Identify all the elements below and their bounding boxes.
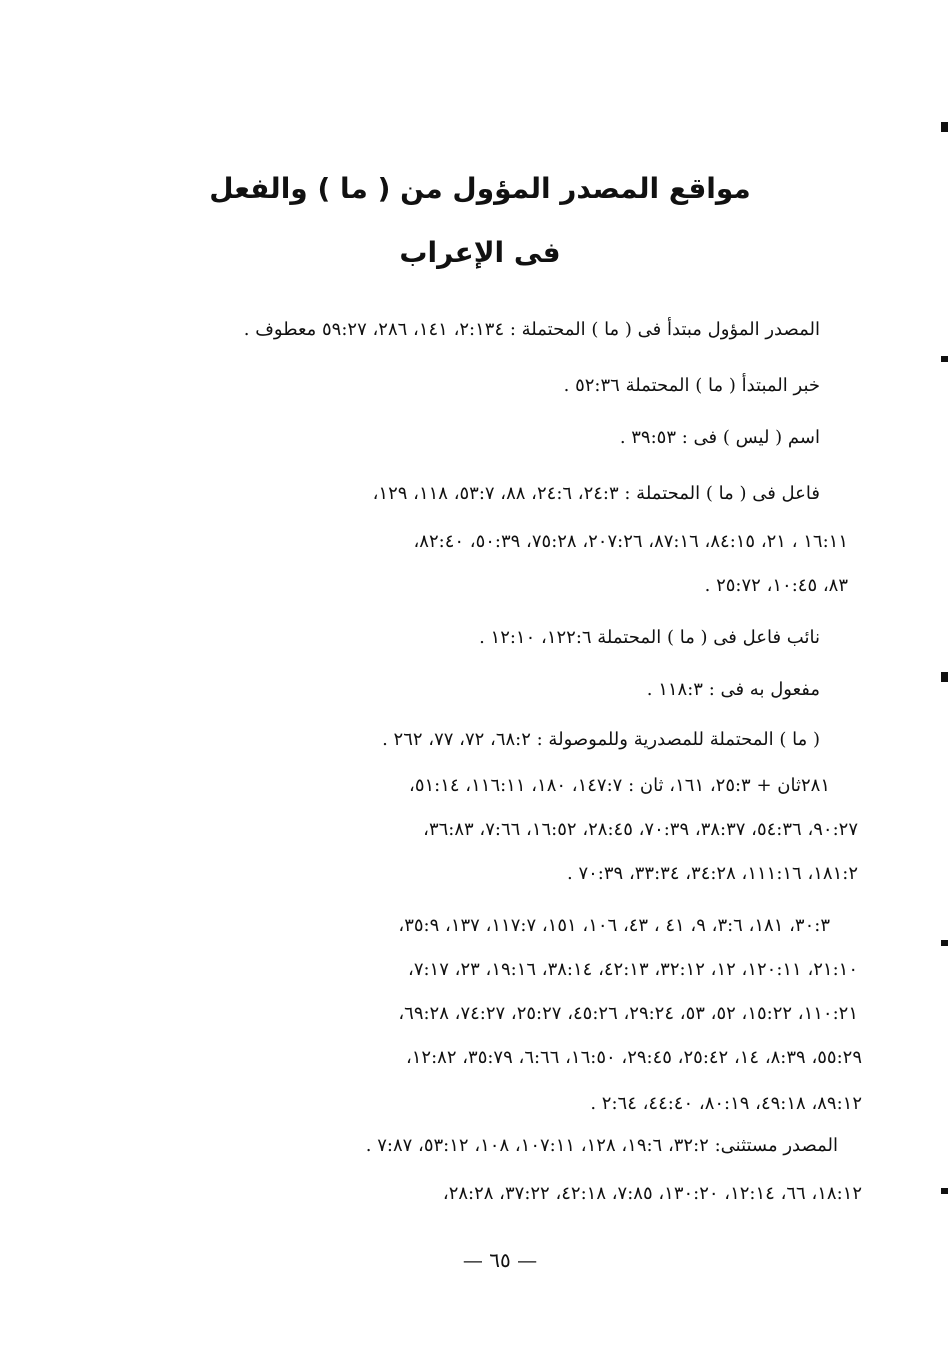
edge-mark: [941, 356, 948, 362]
text-line: ٨٣، ١٠:٤٥، ٢٥:٧٢ .: [704, 575, 848, 596]
text-line: فاعل فى ( ما ) المحتملة : ٢٤:٣، ٢٤:٦، ٨٨، ٥٣:٧، ١١٨، ١٢٩،: [372, 483, 820, 504]
edge-mark: [941, 940, 948, 946]
edge-mark: [941, 1188, 948, 1194]
page-title-line-2: فى الإعراب: [399, 236, 561, 269]
text-line: ٣٠:٣، ١٨١، ٣:٦، ٩، ٤١ ، ٤٣، ١٠٦، ١٥١، ١١٧:٧، ١٣٧، ٣٥:٩،: [398, 915, 830, 936]
text-line: ١٦:١١ ، ٢١، ٨٤:١٥، ٨٧:١٦، ٢٠٧:٢٦، ٧٥:٢٨، ٥٠:٣٩، ٨٢:٤٠،: [413, 531, 848, 552]
text-line: اسم ( ليس ) فى : ٣٩:٥٣ .: [619, 427, 820, 448]
text-line: ١١٠:٢١، ١٥:٢٢، ٥٢، ٥٣، ٢٩:٢٤، ٤٥:٢٦، ٢٥:٢٧، ٧٤:٢٧، ٦٩:٢٨،: [398, 1003, 858, 1024]
text-line: المصدر مستثنى: ٣٢:٢، ١٩:٦، ١٢٨، ١٠٧:١١، ١٠٨، ٥٣:١٢، ٧:٨٧ .: [365, 1135, 838, 1156]
edge-mark: [941, 122, 948, 132]
text-line: ٩٠:٢٧، ٥٤:٣٦، ٣٨:٣٧، ٧٠:٣٩، ٢٨:٤٥، ١٦:٥٢، ٧:٦٦، ٣٦:٨٣،: [423, 819, 858, 840]
page-title-line-1: مواقع المصدر المؤول من ( ما ) والفعل: [209, 172, 751, 205]
text-line: نائب فاعل فى ( ما ) المحتملة ١٢٢:٦، ١٢:١٠ .: [479, 627, 820, 648]
text-line: ( ما ) المحتملة للمصدرية وللموصولة : ٦٨:٢، ٧٢، ٧٧، ٢٦٢ .: [382, 729, 820, 750]
text-line: ١٨:١٢، ٦٦، ١٢:١٤، ١٣٠:٢٠، ٧:٨٥، ٤٢:١٨، ٣٧:٢٢، ٢٨:٢٨،: [442, 1183, 862, 1204]
text-line: ٢٨١ثان + ٢٥:٣، ١٦١، ثان : ١٤٧:٧، ١٨٠، ١١٦:١١، ٥١:١٤،: [409, 775, 830, 796]
edge-mark: [941, 672, 948, 682]
text-line: ٥٥:٢٩، ٨:٣٩، ١٤، ٢٥:٤٢، ٢٩:٤٥، ١٦:٥٠، ٦:٦٦، ٣٥:٧٩، ١٢:٨٢،: [405, 1047, 862, 1068]
page-number: — ٦٥ —: [462, 1248, 538, 1272]
text-line: مفعول به فى : ١١٨:٣ .: [646, 679, 820, 700]
text-line: خبر المبتدأ ( ما ) المحتملة ٥٢:٣٦ .: [563, 375, 820, 396]
text-line: ٢١:١٠، ١٢٠:١١، ١٢، ٣٢:١٢، ٤٢:١٣، ٣٨:١٤، ١٩:١٦، ٢٣، ٧:١٧،: [408, 959, 858, 980]
text-line: المصدر المؤول مبتدأ فى ( ما ) المحتملة : ٢:١٣٤، ١٤١، ٢٨٦، ٥٩:٢٧ معطوف .: [243, 319, 820, 340]
text-line: ٨٩:١٢، ٤٩:١٨، ٨٠:١٩، ٤٤:٤٠، ٢:٦٤ .: [590, 1093, 862, 1114]
text-line: ١٨١:٢، ١١١:١٦، ٣٤:٢٨، ٣٣:٣٤، ٧٠:٣٩ .: [567, 863, 858, 884]
